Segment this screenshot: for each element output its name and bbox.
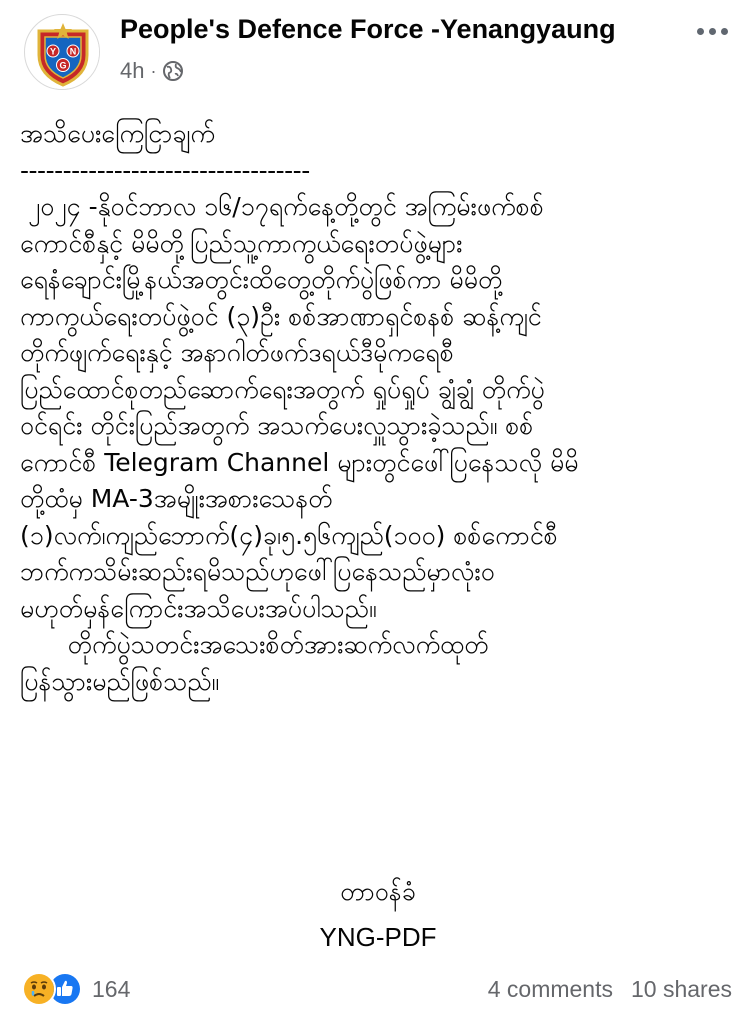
post-line: မဟုတ်မှန်ကြောင်းအသိပေးအပ်ပါသည်။ bbox=[20, 593, 377, 623]
avatar-letter-n: N bbox=[69, 46, 77, 57]
post-line: ကာကွယ်ရေးတပ်ဖွဲ့ဝင် (၃)ဦး စစ်အာဏာရှင်စနစ် ဆန့်ကျင် bbox=[20, 301, 542, 331]
avatar-letter-g: G bbox=[59, 60, 67, 71]
post-line: ဘက်ကသိမ်းဆည်းရမိသည်ဟုဖေါ်ပြနေသည်မှာလုံးဝ bbox=[20, 557, 495, 586]
shares-link[interactable]: 10 shares bbox=[630, 976, 732, 1002]
announcement-heading: အသိပေးကြေငြာချက် bbox=[20, 119, 215, 148]
post-line: တိုက်ဖျက်ရေးနှင့် အနာဂါတ်ဖက်ဒရယ်ဒီမိုကရေစီ bbox=[20, 338, 454, 367]
comments-link[interactable]: 4 comments bbox=[487, 976, 613, 1002]
more-options-icon[interactable] bbox=[690, 16, 734, 46]
post-line: တို့ထံမှ MA-3အမျိုးအစားသေနတ် bbox=[20, 484, 333, 513]
post-body bbox=[20, 112, 740, 700]
more-dot bbox=[721, 28, 728, 35]
post-line: ကောင်စီနှင့် မိမိတို့ပြည်သူ့ကာကွယ်ရေးတပ်ဖွဲ့များ bbox=[20, 228, 463, 258]
meta-separator: · bbox=[150, 60, 157, 81]
post-line: ၂၀၂၄ -နိုဝင်ဘာလ ၁၆/၁၇ရက်နေ့တို့တွင် အကြမ်းဖက်စစ် bbox=[20, 192, 544, 221]
signature-title: တာဝန်ခံ bbox=[340, 877, 416, 906]
post-line: ပြည်ထောင်စုတည်ဆောက်ရေးအတွက် ရှုပ်ရှုပ် ချွံချွံ တိုက်ပွဲ bbox=[20, 374, 545, 404]
engagement-stats bbox=[488, 976, 732, 1003]
page-avatar[interactable] bbox=[24, 14, 100, 90]
page-name-link[interactable]: People's Defence Force -Yenangyaung bbox=[120, 14, 616, 44]
heading-rule: ---------------------------------- bbox=[20, 155, 310, 185]
sad-reaction-icon bbox=[22, 972, 56, 1006]
reaction-count[interactable]: 164 bbox=[92, 975, 131, 1002]
post-meta bbox=[120, 58, 184, 84]
more-dot bbox=[709, 28, 716, 35]
ypdf-logo-icon bbox=[25, 15, 100, 90]
post-line: ဝင်ရင်း တိုင်းပြည်အတွက် အသက်ပေးလှူသွားခဲ့သည်။ စစ် bbox=[20, 411, 534, 440]
post-line: (၁)လက်၊ကျည်ဘောက်(၄)ခု၊၅.၅၆ကျည်(၁၀၀) စစ်ကောင်စီ bbox=[20, 520, 558, 550]
reactions-summary[interactable] bbox=[22, 972, 130, 1006]
post-line: ကောင်စီ Telegram Channel များတွင်ဖေါ်ပြနေသလို မိမိ bbox=[20, 447, 579, 477]
avatar-letter-y: Y bbox=[49, 46, 57, 57]
post-timestamp[interactable]: 4h bbox=[120, 58, 145, 83]
globe-icon[interactable] bbox=[162, 60, 184, 82]
more-dot bbox=[697, 28, 704, 35]
post-line: တိုက်ပွဲသတင်းအသေးစိတ်အားဆက်လက်ထုတ် bbox=[20, 630, 489, 659]
post-line: ပြန်သွားမည်ဖြစ်သည်။ bbox=[20, 666, 220, 696]
signature-org: YNG-PDF bbox=[319, 922, 437, 952]
post-line: ရေနံချောင်းမြို့နယ်အတွင်းထိတွေ့တိုက်ပွဲဖြစ်ကာ မိမိတို့ bbox=[20, 265, 503, 294]
